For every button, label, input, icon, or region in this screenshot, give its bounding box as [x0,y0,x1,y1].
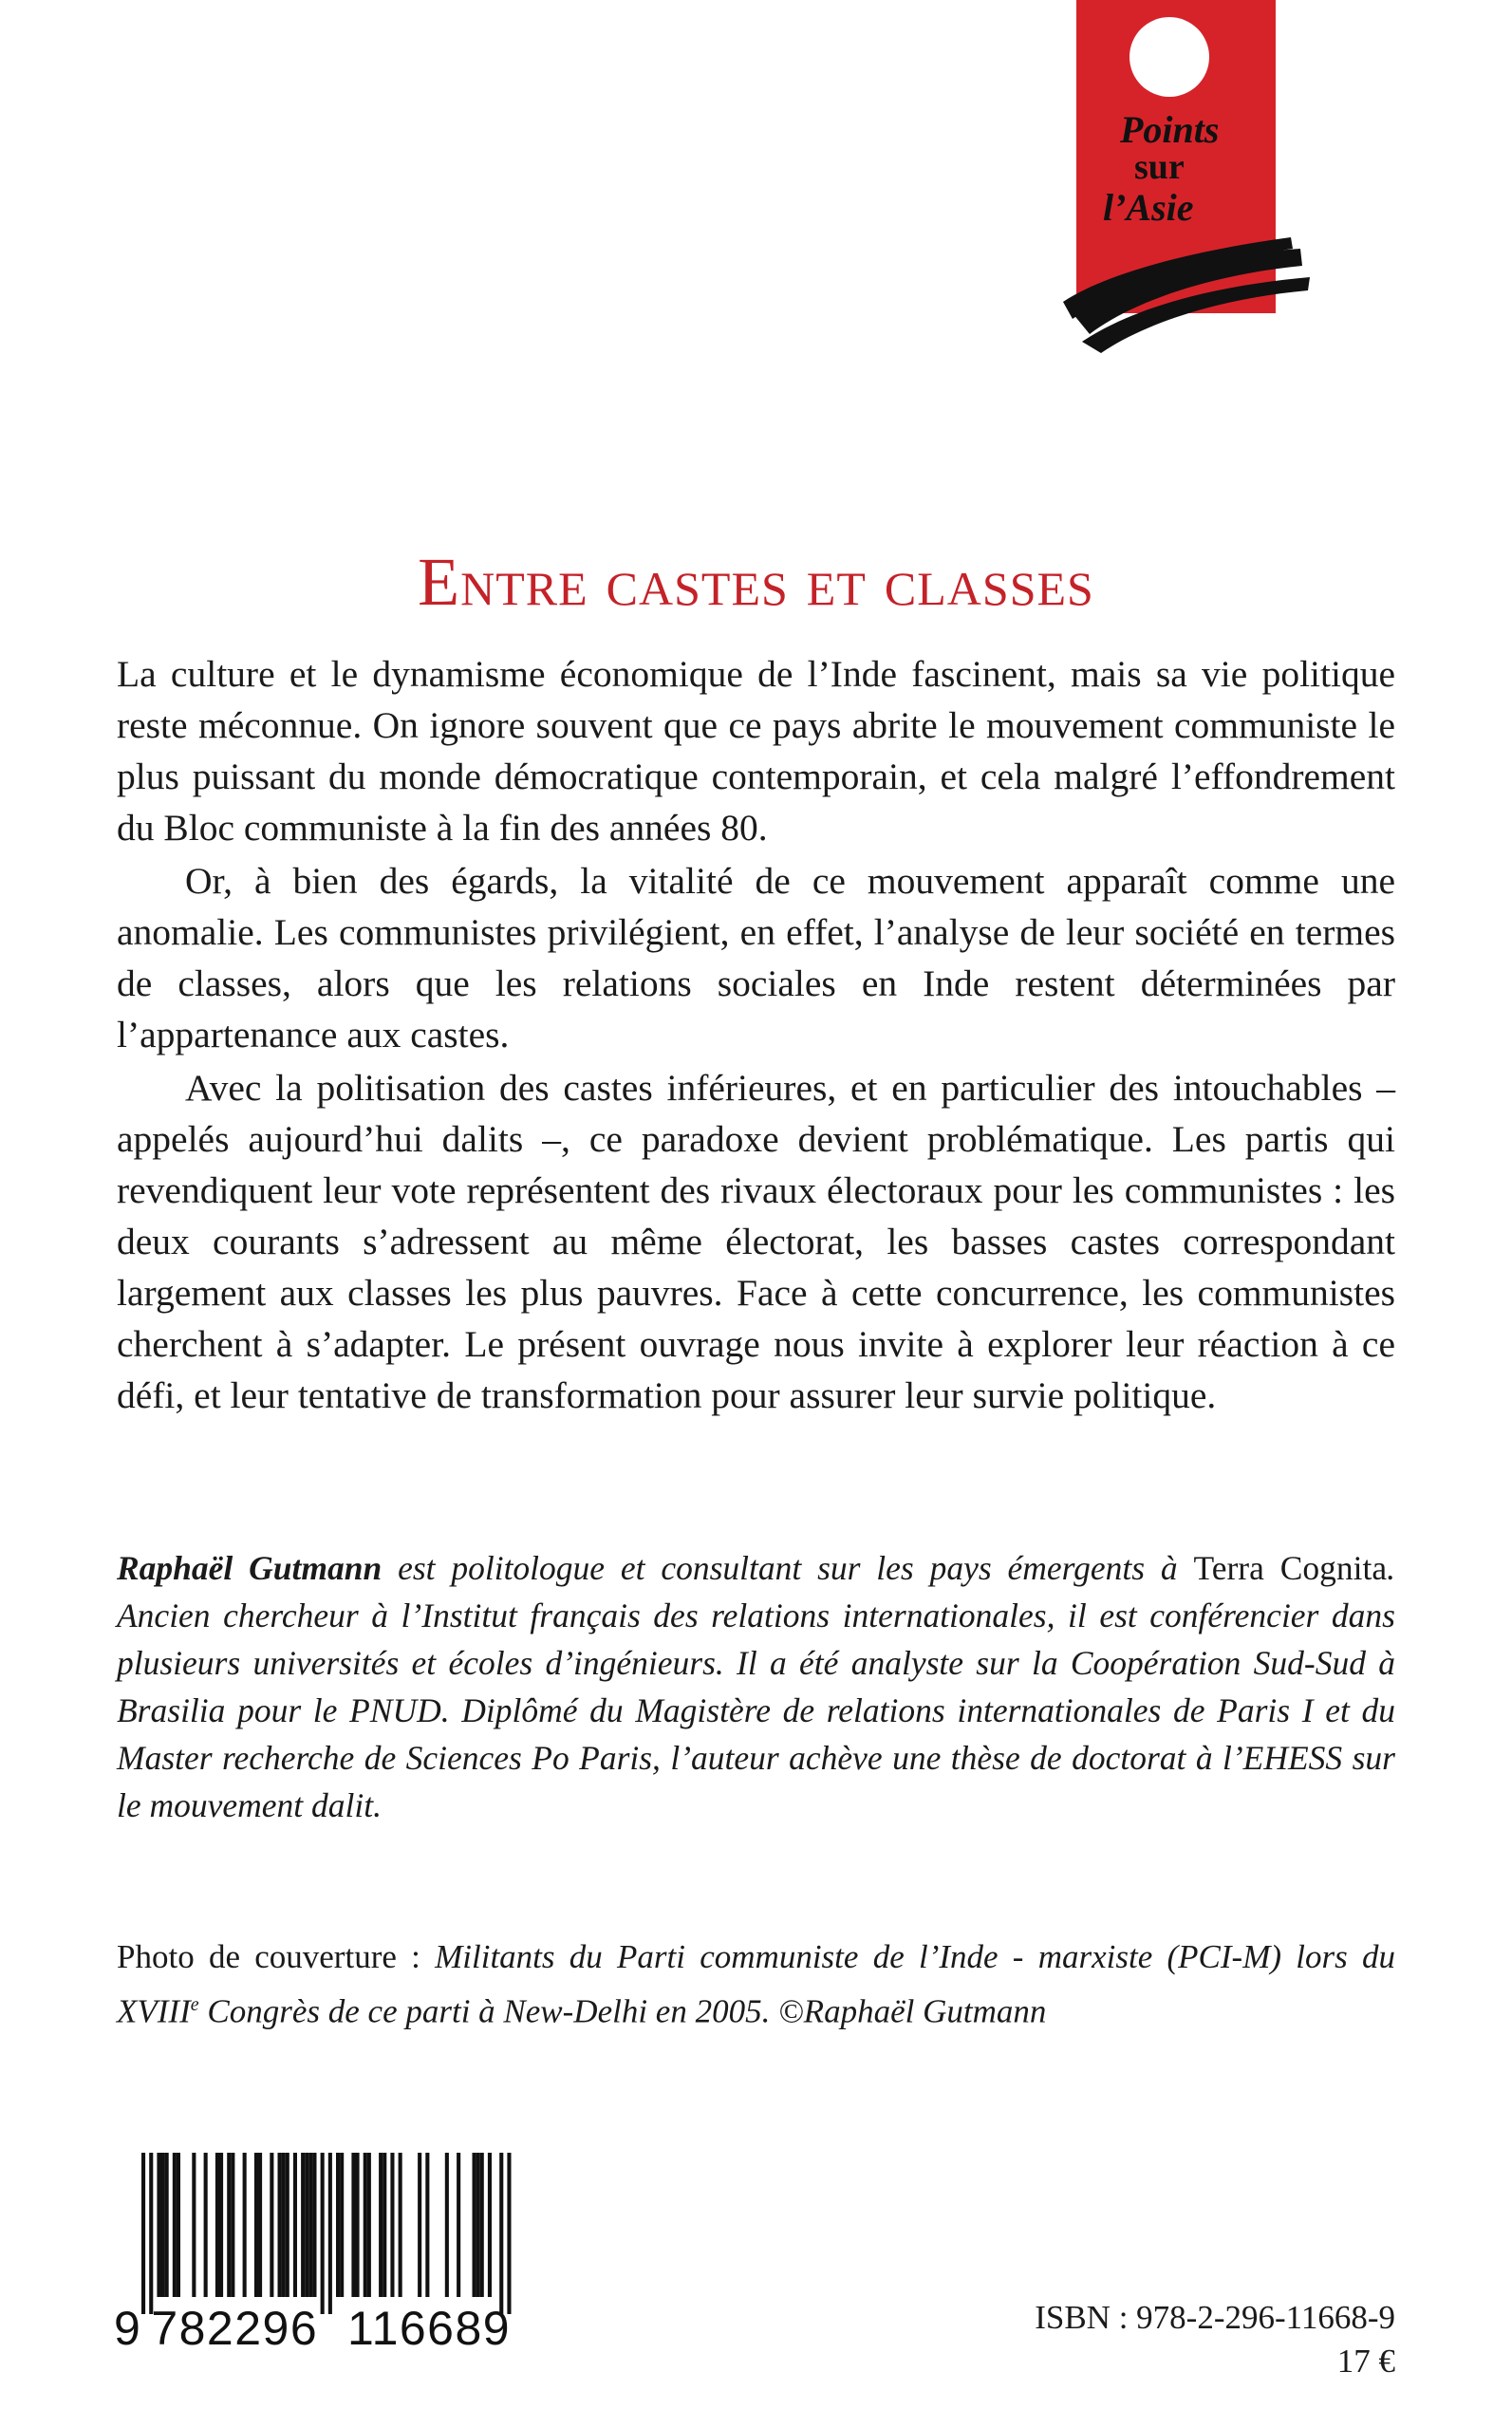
barcode-bar [177,2153,180,2297]
blurb-paragraph: Avec la politisation des castes inférieures, et en particulier des intouchables – appelés aujourd’hui dalits –, ce paradoxe devient problématique. Les partis qui revendiquent leur vote représentent des rivaux électoraux pour les communistes : les deux courants s’adressent au même électorat, les basses castes correspondant largement aux classes les plus pauvres. Face à cette concurrence, les communistes cherchent à s’adapter. Le présent ouvrage nous invite à explorer leur réaction à ce défi, et leur tentative de transformation pour assurer leur survie politique. [117,1067,1395,1416]
barcode-group-2: 116689 [346,2302,512,2355]
barcode-bar [364,2153,367,2297]
blurb-paragraph: La culture et le dynamisme économique de l’Inde fascinent, mais sa vie politique reste méconnue. On ignore souvent que ce pays abrite le mouvement communiste le plus puissant du monde démocratique contemporain, et cela malgré l’effondrement du Bloc communiste à la fin des années 80. [117,653,1395,849]
barcode-bar [270,2153,273,2297]
barcode-guard-bar [499,2153,503,2314]
barcode-bar [204,2153,208,2297]
price: 17 € [1336,2343,1395,2380]
barcode-bar [488,2153,492,2297]
barcode-bar [379,2153,383,2297]
barcode-bar [308,2153,312,2297]
bio-text: . Ancien chercheur à l’Institut français des relations internationales, il est conférencier dans plusieurs universités et écoles d’ingénieurs. Il a été analyste sur la Coopération Sud-Sud à Brasilia pour le PNUD. Diplômé du Magistère de relations internationales de Paris I et du Master recherche de Sciences Po Paris, l’auteur achève une thèse de doctorat à l’EHESS sur le mouvement dalit. [117,1549,1396,1824]
barcode-guard-bar [149,2153,153,2314]
barcode-bar [286,2153,289,2297]
barcode-bar [243,2153,247,2297]
barcode-bar [336,2153,340,2297]
barcode-bar [282,2153,286,2297]
series-ribbon-hole [1129,17,1209,97]
barcode-bar [367,2153,371,2297]
barcode-bar [399,2153,402,2297]
barcode-bar [473,2153,476,2297]
barcode-bar [161,2153,165,2297]
barcode-bar [157,2153,160,2297]
barcode-bar [165,2153,169,2297]
barcode-bar [356,2153,360,2297]
series-name-line3: l’Asie [1103,186,1194,229]
barcode-bar [219,2153,223,2297]
barcode-bar [173,2153,177,2297]
barcode-bar [418,2153,421,2297]
series-logo [1044,0,1329,380]
barcode-bar [231,2153,234,2297]
bio-text: est politologue et consultant sur les pays émergents à [382,1549,1194,1587]
credit-text: Militants du Parti communiste de l’Inde - marxiste (PCI-M) lors du XVIII [117,1938,1395,2030]
series-name-line2: sur [1134,147,1185,187]
barcode-bar [340,2153,344,2297]
back-cover-blurb [117,648,1395,1423]
barcode-group-1: 782296 [151,2302,319,2355]
barcode-bar [293,2153,297,2297]
barcode-guard-bar [507,2153,511,2314]
barcode-lead-digit: 9 [114,2302,142,2355]
barcode-guard-bar [141,2153,145,2314]
barcode-bar [258,2153,262,2297]
author-name: Raphaël Gutmann [117,1549,383,1587]
barcode-bar [227,2153,231,2297]
book-title: Entre castes et classes [418,544,1094,621]
blurb-paragraph: Or, à bien des égards, la vitalité de ce mouvement apparaît comme une anomalie. Les communistes privilégient, en effet, l’analyse de leur société en termes de classes, alors que les relations sociales en Inde restent déterminées par l’appartenance aux castes. [117,860,1395,1055]
barcode-bar [425,2153,429,2297]
barcode-bar [305,2153,308,2297]
bio-company: Terra Cognita [1193,1549,1388,1587]
barcode-bar [383,2153,386,2297]
barcode-bar [301,2153,305,2297]
barcode-bar [480,2153,484,2297]
isbn-number: ISBN : 978-2-296-11668-9 [1035,2299,1395,2336]
series-name-line1: Points [1120,108,1220,151]
barcode-bar [351,2153,355,2297]
barcode-bar [192,2153,196,2297]
barcode-digits [114,2302,532,2355]
barcode-guard-bar [321,2153,325,2314]
credit-text: Congrès de ce parti à New-Delhi en 2005. ©Raphaël Gutmann [198,1992,1047,2030]
barcode-bar [254,2153,258,2297]
author-bio [117,1544,1395,1829]
barcode-guard-bar [328,2153,332,2314]
barcode-bar [215,2153,219,2297]
barcode-bar [312,2153,316,2297]
credit-label: Photo de couverture : [117,1938,436,1975]
barcode-bar [390,2153,394,2297]
barcode-bar [476,2153,480,2297]
barcode-bar [457,2153,460,2297]
barcode-bar [445,2153,449,2297]
photo-credit [117,1933,1395,2036]
barcode-bar [278,2153,282,2297]
credit-superscript: e [190,1994,199,2015]
